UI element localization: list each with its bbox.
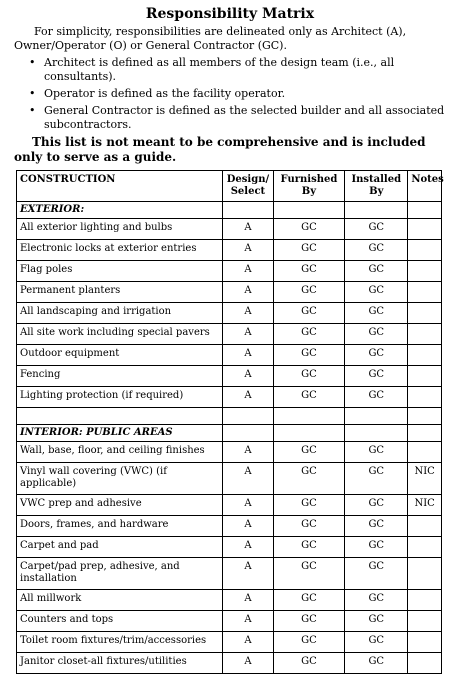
section-header-row	[17, 425, 442, 442]
table-row	[17, 387, 442, 408]
table-header-row	[17, 171, 442, 202]
installed-by-cell: GC	[345, 632, 408, 653]
bullet-icon: •	[29, 104, 36, 117]
table-row	[17, 632, 442, 653]
design-select-cell: A	[223, 219, 273, 240]
furnished-by-cell: GC	[273, 632, 345, 653]
notes-cell	[408, 590, 442, 611]
item-cell: Doors, frames, and hardware	[17, 516, 223, 537]
table-row	[17, 345, 442, 366]
notes-cell	[408, 611, 442, 632]
notes-cell	[408, 442, 442, 463]
furnished-by-cell: GC	[273, 282, 345, 303]
installed-by-cell: GC	[345, 387, 408, 408]
furnished-by-cell: GC	[273, 366, 345, 387]
design-select-cell: A	[223, 537, 273, 558]
design-select-cell: A	[223, 463, 273, 495]
definition-text: Architect is defined as all members of the design team (i.e., all consultants).	[44, 56, 395, 83]
design-select-cell: A	[223, 282, 273, 303]
notes-cell	[408, 261, 442, 282]
item-cell: Janitor closet-all fixtures/utilities	[17, 653, 223, 674]
spacer-row	[17, 408, 442, 425]
empty-cell	[408, 425, 442, 442]
furnished-by-cell: GC	[273, 324, 345, 345]
installed-by-cell: GC	[345, 495, 408, 516]
design-select-cell: A	[223, 387, 273, 408]
item-cell: All millwork	[17, 590, 223, 611]
item-cell: Carpet and pad	[17, 537, 223, 558]
notes-cell	[408, 537, 442, 558]
table-row	[17, 282, 442, 303]
item-cell: Fencing	[17, 366, 223, 387]
notes-cell	[408, 516, 442, 537]
empty-cell	[345, 408, 408, 425]
empty-cell	[223, 202, 273, 219]
header-construction: CONSTRUCTION	[17, 171, 223, 202]
design-select-cell: A	[223, 495, 273, 516]
furnished-by-cell: GC	[273, 590, 345, 611]
header-installed-by: Installed By	[345, 171, 408, 202]
furnished-by-cell: GC	[273, 611, 345, 632]
intro-paragraph: For simplicity, responsibilities are delineated only as Architect (A), Owner/Operator (O) or General Contractor (GC).	[14, 25, 407, 52]
definition-list	[14, 56, 446, 132]
item-cell: Lighting protection (if required)	[17, 387, 223, 408]
responsibility-table	[16, 170, 442, 674]
installed-by-cell: GC	[345, 324, 408, 345]
furnished-by-cell: GC	[273, 463, 345, 495]
definition-item	[29, 104, 446, 132]
notes-cell: NIC	[408, 495, 442, 516]
installed-by-cell: GC	[345, 442, 408, 463]
header-notes: Notes	[408, 171, 442, 202]
design-select-cell: A	[223, 653, 273, 674]
item-cell: Vinyl wall covering (VWC) (if applicable)	[17, 463, 223, 495]
table-row	[17, 537, 442, 558]
item-cell: Flag poles	[17, 261, 223, 282]
header-design-select: Design/ Select	[223, 171, 273, 202]
item-cell: VWC prep and adhesive	[17, 495, 223, 516]
table-row	[17, 442, 442, 463]
notes-cell	[408, 366, 442, 387]
empty-cell	[223, 425, 273, 442]
installed-by-cell: GC	[345, 537, 408, 558]
item-cell: Toilet room fixtures/trim/accessories	[17, 632, 223, 653]
furnished-by-cell: GC	[273, 442, 345, 463]
empty-cell	[273, 425, 345, 442]
table-row	[17, 611, 442, 632]
empty-cell	[345, 425, 408, 442]
furnished-by-cell: GC	[273, 261, 345, 282]
item-cell: All site work including special pavers	[17, 324, 223, 345]
table-row	[17, 219, 442, 240]
design-select-cell: A	[223, 442, 273, 463]
design-select-cell: A	[223, 516, 273, 537]
table-row	[17, 495, 442, 516]
item-cell: Counters and tops	[17, 611, 223, 632]
empty-cell	[223, 408, 273, 425]
notes-cell	[408, 345, 442, 366]
installed-by-cell: GC	[345, 303, 408, 324]
definition-item	[29, 56, 446, 84]
table-row	[17, 590, 442, 611]
installed-by-cell: GC	[345, 516, 408, 537]
empty-cell	[273, 202, 345, 219]
furnished-by-cell: GC	[273, 537, 345, 558]
definition-text: General Contractor is defined as the selected builder and all associated subcontractors.	[44, 104, 445, 131]
design-select-cell: A	[223, 632, 273, 653]
section-title: EXTERIOR:	[17, 202, 223, 219]
installed-by-cell: GC	[345, 219, 408, 240]
design-select-cell: A	[223, 324, 273, 345]
guide-note: This list is not meant to be comprehensive and is included only to serve as a guide.	[14, 135, 426, 164]
installed-by-cell: GC	[345, 611, 408, 632]
table-row	[17, 653, 442, 674]
furnished-by-cell: GC	[273, 219, 345, 240]
empty-cell	[17, 408, 223, 425]
section-title: INTERIOR: PUBLIC AREAS	[17, 425, 223, 442]
header-furnished-by: Furnished By	[273, 171, 345, 202]
installed-by-cell: GC	[345, 282, 408, 303]
installed-by-cell: GC	[345, 345, 408, 366]
table-row	[17, 303, 442, 324]
bullet-icon: •	[29, 56, 36, 69]
installed-by-cell: GC	[345, 558, 408, 590]
notes-cell	[408, 387, 442, 408]
installed-by-cell: GC	[345, 261, 408, 282]
document-title: Responsibility Matrix	[145, 6, 315, 22]
design-select-cell: A	[223, 240, 273, 261]
table-row	[17, 324, 442, 345]
design-select-cell: A	[223, 261, 273, 282]
furnished-by-cell: GC	[273, 387, 345, 408]
furnished-by-cell: GC	[273, 653, 345, 674]
item-cell: Wall, base, floor, and ceiling finishes	[17, 442, 223, 463]
notes-cell	[408, 219, 442, 240]
design-select-cell: A	[223, 590, 273, 611]
table-row	[17, 463, 442, 495]
notes-cell	[408, 282, 442, 303]
notes-cell	[408, 324, 442, 345]
table-row	[17, 366, 442, 387]
furnished-by-cell: GC	[273, 345, 345, 366]
definition-item	[29, 87, 446, 101]
furnished-by-cell: GC	[273, 303, 345, 324]
design-select-cell: A	[223, 558, 273, 590]
design-select-cell: A	[223, 366, 273, 387]
bullet-icon: •	[29, 87, 36, 100]
item-cell: Carpet/pad prep, adhesive, and installation	[17, 558, 223, 590]
empty-cell	[408, 408, 442, 425]
furnished-by-cell: GC	[273, 516, 345, 537]
installed-by-cell: GC	[345, 653, 408, 674]
section-header-row	[17, 202, 442, 219]
item-cell: Permanent planters	[17, 282, 223, 303]
design-select-cell: A	[223, 303, 273, 324]
design-select-cell: A	[223, 345, 273, 366]
empty-cell	[408, 202, 442, 219]
furnished-by-cell: GC	[273, 558, 345, 590]
design-select-cell: A	[223, 611, 273, 632]
notes-cell	[408, 303, 442, 324]
installed-by-cell: GC	[345, 590, 408, 611]
furnished-by-cell: GC	[273, 240, 345, 261]
notes-cell	[408, 632, 442, 653]
notes-cell: NIC	[408, 463, 442, 495]
notes-cell	[408, 558, 442, 590]
table-row	[17, 240, 442, 261]
empty-cell	[345, 202, 408, 219]
empty-cell	[273, 408, 345, 425]
table-row	[17, 558, 442, 590]
installed-by-cell: GC	[345, 366, 408, 387]
item-cell: Outdoor equipment	[17, 345, 223, 366]
item-cell: All exterior lighting and bulbs	[17, 219, 223, 240]
table-body	[17, 202, 442, 674]
definition-text: Operator is defined as the facility operator.	[44, 87, 286, 100]
furnished-by-cell: GC	[273, 495, 345, 516]
installed-by-cell: GC	[345, 463, 408, 495]
notes-cell	[408, 240, 442, 261]
item-cell: Electronic locks at exterior entries	[17, 240, 223, 261]
installed-by-cell: GC	[345, 240, 408, 261]
notes-cell	[408, 653, 442, 674]
table-row	[17, 261, 442, 282]
item-cell: All landscaping and irrigation	[17, 303, 223, 324]
table-row	[17, 516, 442, 537]
